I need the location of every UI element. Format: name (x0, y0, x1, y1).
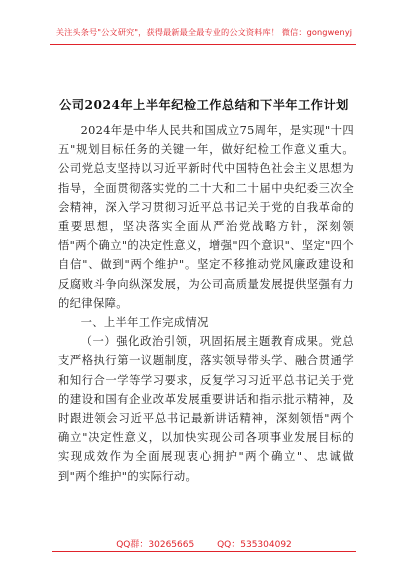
footer-qq: QQ：535304092 (217, 540, 292, 550)
header-divider (50, 44, 356, 45)
subsection-paragraph: （一）强化政治引领，巩固拓展主题教育成果。党总支严格执行第一议题制度，落实领导带头学、融合贯通学和知行合一学等学习要求，反复学习习近平总书记关于党的建设和国有企业改革发展重要讲话和指示批示精神，及时跟进领会习近平总书记最新讲话精神，深刻领悟"两个确立"决定性意义，以加快实现公司各项事业发展目标的实现成效作为全面展现衷心拥护"两个确立"、忠诚做到"两个维护"的实际行动。 (58, 335, 354, 483)
intro-paragraph: 2024年是中华人民共和国成立75周年，是实现"十四五"规划目标任务的关键一年，做好纪检工作意义重大。公司党总支坚持以习近平新时代中国特色社会主义思想为指导，全面贯彻落实党的二十大和二十届中央纪委三次全会精神，深入学习贯彻习近平总书记关于党的自我革命的重要思想，坚决落实全面从严治党战略方针，深刻领悟"两个确立"的决定性意义，增强"四个意识"、坚定"四个自信"、做到"两个维护"。坚定不移推动党风廉政建设和反腐败斗争向纵深发展，为公司高质量发展提供坚强有力的纪律保障。 (58, 124, 354, 310)
footer-qq-group: QQ群：30265665 (116, 540, 195, 550)
document-body (58, 121, 354, 486)
header-banner: 关注头条号"公文研究"，获得最新最全最专业的公文资料库！ 微信：gongwenyj (55, 27, 353, 37)
document-title: 公司2024年上半年纪检工作总结和下半年工作计划 (59, 98, 349, 112)
footer-divider (52, 551, 356, 552)
footer-contacts (0, 537, 408, 550)
section-heading: 一、上半年工作完成情况 (80, 316, 209, 330)
